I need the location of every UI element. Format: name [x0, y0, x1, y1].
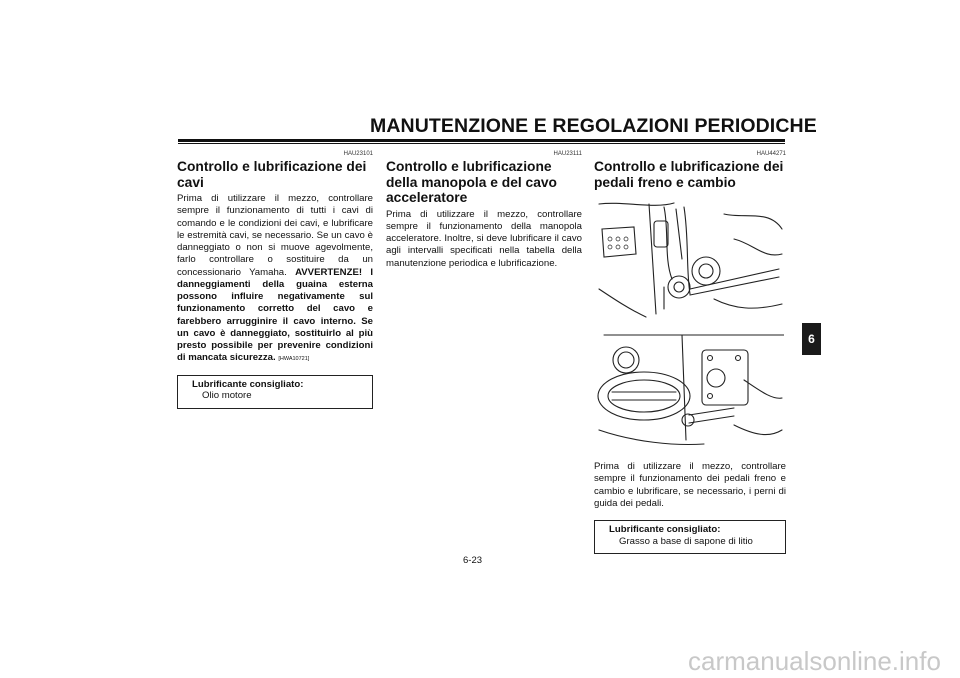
section-code: HAU23111: [553, 151, 582, 157]
lubricant-label: Lubrificante consigliato:: [609, 524, 721, 535]
header-rule-thin: [178, 143, 785, 144]
section-code: HAU23101: [343, 151, 373, 157]
warning-code: [HWA10721]: [278, 356, 310, 363]
section-code: HAU44271: [756, 151, 786, 157]
shift-pedal-illustration: [594, 330, 784, 450]
section-body: Prima di utilizzare il mezzo, controllare sempre il funzionamento dei pedali freno e cambio e lubrificare, se necessario, i perni di guida dei pedali.: [594, 461, 786, 509]
lubricant-value: Grasso a base di sapone di litio: [619, 535, 753, 547]
warning-text: AVVERTENZE! I danneggiamenti della guaina esterna possono influire negativamente sul funzionamento corretto del cavo e farebbero arrugginire il cavo interno. Se un cavo è danneggiato, sostituirlo al più presto possibile per prevenire condizioni di mancata sicurezza.: [177, 266, 373, 364]
section-cables: [177, 151, 373, 409]
section-title: Controllo e lubrificazione dei pedali freno e cambio: [594, 159, 784, 190]
lubricant-box: [594, 520, 786, 554]
section-pedals: [594, 151, 786, 554]
lubricant-box: [177, 375, 373, 409]
page-number: 6-23: [463, 555, 483, 566]
lubricant-label: Lubrificante consigliato:: [192, 378, 304, 390]
watermark: carmanualsonline.info: [688, 646, 941, 676]
section-body: Prima di utilizzare il mezzo, controllare sempre il funzionamento della manopola acceleratore. Inoltre, si deve lubrificare il cavo agli intervalli specificati nella tabella della manutenzione periodica e lubrificazione.: [386, 208, 582, 269]
page-header-title: MANUTENZIONE E REGOLAZIONI PERIODICHE: [370, 115, 817, 137]
brake-pedal-illustration: [594, 199, 784, 319]
body-text-normal: Prima di utilizzare il mezzo, controllare sempre il funzionamento di tutti i cavi di comando e le condizioni dei cavi, e lubrificare le estremità cavi, se necessario. Se un cavo è danneggiato o non si muove agevolmente, farlo controllare o sostituire da un concessionario Yamaha.: [177, 193, 373, 278]
section-title: Controllo e lubrificazione della manopola e del cavo acceleratore: [386, 159, 557, 205]
chapter-tab: 6: [802, 323, 821, 355]
section-title: Controllo e lubrificazione dei cavi: [177, 159, 367, 190]
header-rule: [178, 139, 785, 142]
lubricant-value: Olio motore: [202, 390, 252, 401]
section-throttle: [386, 151, 582, 270]
section-body: [177, 193, 373, 366]
